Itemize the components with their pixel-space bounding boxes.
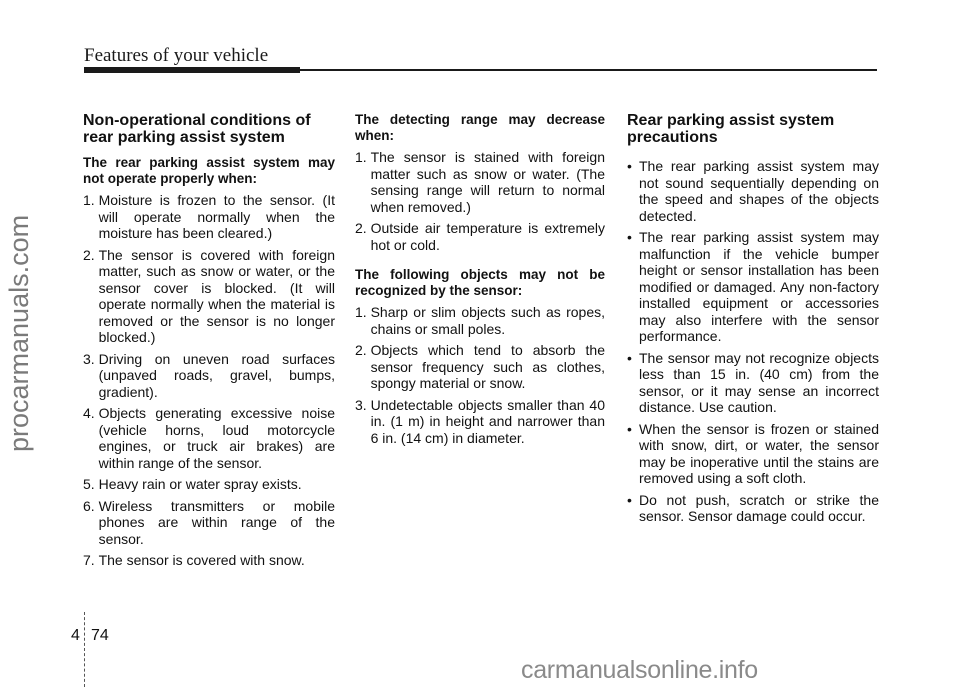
list-item-number: 2. xyxy=(83,246,95,263)
bullet-mark: • xyxy=(627,229,632,245)
bullet-text: The sensor may not recognize objects less than 15 in. (40 cm) from the sensor, or it may sense an incorrect distance. Use caution. xyxy=(639,349,879,415)
list-item-number: 4. xyxy=(83,405,95,421)
section-title-precautions: Rear parking assist system precautions xyxy=(627,112,835,146)
bottom-watermark: carmanualsonline.info xyxy=(521,656,758,684)
list-item-number: 2. xyxy=(355,220,367,236)
page-number: 74 xyxy=(91,627,109,644)
list-item-number: 6. xyxy=(83,497,95,514)
subtitle-detecting-range: The detecting range may decrease when: xyxy=(355,112,605,143)
list-item-number: 1. xyxy=(355,149,367,165)
list-item xyxy=(83,552,335,569)
header-rule-thick xyxy=(84,67,300,73)
list-item-text: Sharp or slim objects such as ropes, chains or small poles. xyxy=(370,304,605,337)
bullet-text: The rear parking assist system may malfunction if the vehicle bumper height or sensor installation has been modified or damaged. Any non-factory installed equipment or accessories may also interfere with the sensor performance. xyxy=(639,229,879,344)
bullet-item xyxy=(627,421,879,487)
bullet-text: When the sensor is frozen or stained with snow, dirt, or water, the sensor may be inoperative until the stains are removed using a soft cloth. xyxy=(639,420,879,486)
list-item-text: Objects generating excessive noise (vehicle horns, loud motorcycle engines, or truck air brakes) are within range of the sensor. xyxy=(98,405,335,471)
subtitle-may-not-operate: The rear parking assist system may not operate properly when: xyxy=(83,155,335,186)
list-item-text: Moisture is frozen to the sensor. (It will operate normally when the moisture has been cleared.) xyxy=(98,192,335,241)
list-item-text: The sensor is covered with foreign matter, such as snow or water, or the sensor cover is blocked. (It will operate normally when the material is removed or the sensor is no longer blocked.) xyxy=(98,246,335,345)
list-item-text: Heavy rain or water spray exists. xyxy=(98,476,302,492)
list-item xyxy=(355,342,605,392)
list-item xyxy=(83,247,335,346)
list-item-text: Outside air temperature is extremely hot or cold. xyxy=(370,220,605,253)
bullet-mark: • xyxy=(627,349,632,366)
header-rule-thin xyxy=(300,69,877,71)
list-item xyxy=(83,405,335,471)
chapter-number: 4 xyxy=(71,627,80,644)
list-item xyxy=(83,476,335,493)
bullet-item xyxy=(627,158,879,224)
list-item-text: Objects which tend to absorb the sensor frequency such as clothes, spongy material or snow. xyxy=(370,342,605,391)
section-title-non-operational: Non-operational conditions of rear parking assist system xyxy=(83,112,311,146)
bullet-mark: • xyxy=(627,420,632,437)
list-item xyxy=(83,498,335,548)
bullet-mark: • xyxy=(627,491,632,508)
bullet-text: Do not push, scratch or strike the sensor. Sensor damage could occur. xyxy=(639,491,879,524)
side-watermark: procarmanuals.com xyxy=(4,214,34,452)
list-item-number: 3. xyxy=(355,396,367,413)
right-column xyxy=(627,112,879,530)
list-item-number: 2. xyxy=(355,342,367,358)
page-header-title: Features of your vehicle xyxy=(84,45,269,66)
list-item-number: 1. xyxy=(355,304,367,320)
list-item xyxy=(355,397,605,447)
bullet-mark: • xyxy=(627,158,632,174)
list-item-text: Undetectable objects smaller than 40 in. (1 m) in height and narrower than 6 in. (14 cm) in diameter. xyxy=(370,396,605,446)
bullet-text: The rear parking assist system may not sound sequentially depending on the speed and shapes of the objects detected. xyxy=(639,158,879,224)
list-item-text: The sensor is stained with foreign matter such as snow or water. (The sensing range will return to normal when removed.) xyxy=(370,149,605,215)
subtitle-objects-not-recognized: The following objects may not be recognized by the sensor: xyxy=(355,267,605,298)
list-item xyxy=(355,220,605,253)
bullet-item xyxy=(627,492,879,525)
list-item-number: 3. xyxy=(83,350,95,367)
list-item-number: 7. xyxy=(83,552,95,568)
bullet-item xyxy=(627,350,879,416)
bullet-item xyxy=(627,229,879,345)
list-item xyxy=(355,149,605,215)
list-item xyxy=(83,351,335,401)
list-item xyxy=(83,192,335,242)
list-item-number: 5. xyxy=(83,476,95,492)
list-item xyxy=(355,304,605,337)
left-column xyxy=(83,112,335,574)
list-item-text: The sensor is covered with snow. xyxy=(98,552,305,568)
middle-column xyxy=(355,112,605,451)
list-item-text: Driving on uneven road surfaces (unpaved roads, gravel, bumps, gradient). xyxy=(98,350,335,400)
list-item-text: Wireless transmitters or mobile phones are within range of the sensor. xyxy=(98,497,335,547)
footer-divider xyxy=(84,612,86,687)
list-item-number: 1. xyxy=(83,192,95,208)
